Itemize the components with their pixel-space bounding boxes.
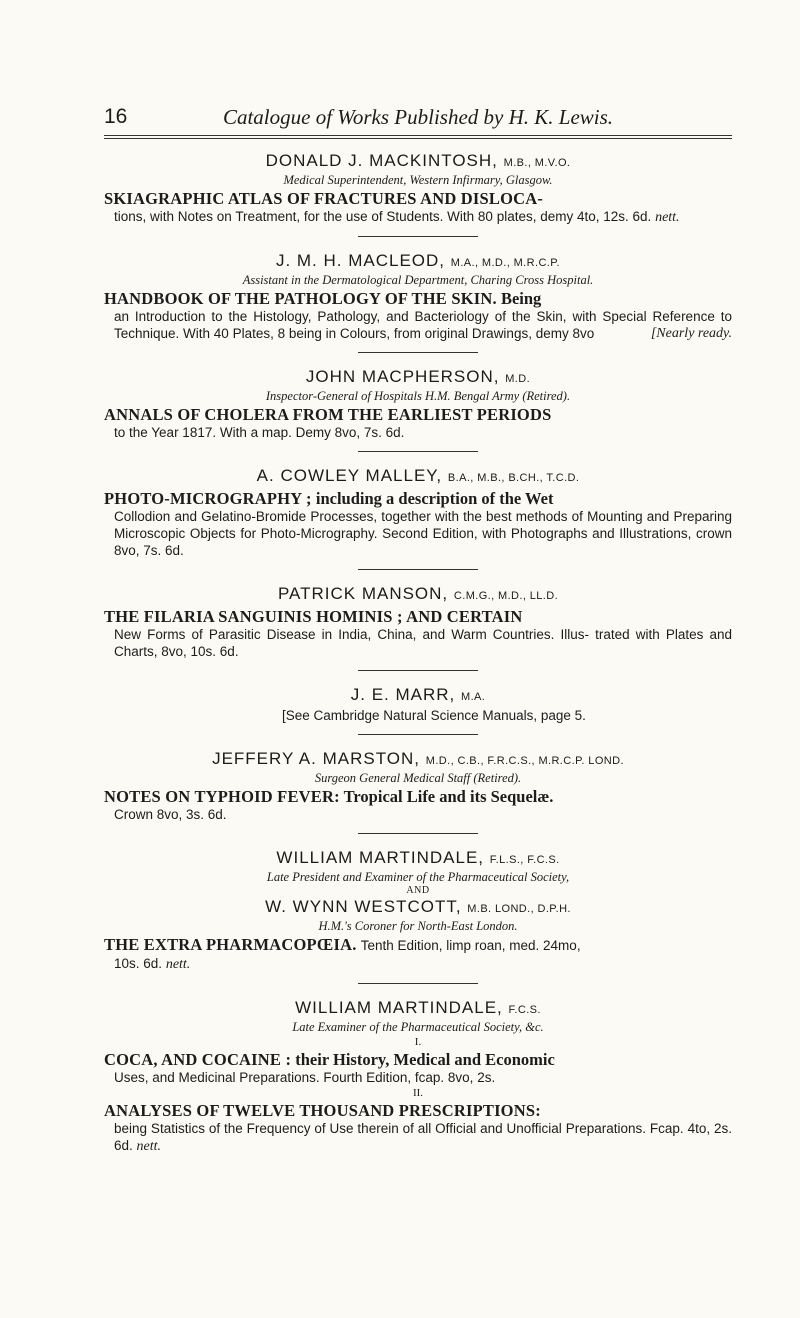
catalogue-entry <box>104 848 732 984</box>
author-line <box>104 367 732 389</box>
entry-separator <box>358 734 478 735</box>
running-title: Catalogue of Works Published by H. K. Lewis. <box>222 105 614 129</box>
book-description: New Forms of Parasitic Disease in India, China, and Warm Countries. Illus- trated with Plates and Charts, 8vo, 10s. 6d. <box>114 627 732 659</box>
book-description: Collodion and Gelatino-Bromide Processes, together with the best methods of Mounting and Preparing Microscopic Objects for Photo-Micrography. Second Edition, with Photographs and Illustrations, crown 8vo, 7s. 6d. <box>114 509 732 558</box>
author-affiliation: Inspector-General of Hospitals H.M. Bengal Army (Retired). <box>265 389 571 403</box>
author-degrees: F.C.S. <box>508 1004 541 1016</box>
author-affiliation: Surgeon General Medical Staff (Retired). <box>314 771 522 785</box>
catalogue-entry <box>104 584 732 671</box>
author-name: WILLIAM MARTINDALE, <box>295 998 503 1017</box>
book-title: SKIAGRAPHIC ATLAS OF FRACTURES AND DISLOCA- <box>104 189 544 208</box>
author-affiliation: Assistant in the Dermatological Department, Charing Cross Hospital. <box>242 273 594 287</box>
author-line <box>104 584 732 606</box>
author-affiliation: Late Examiner of the Pharmaceutical Society, &c. <box>292 1020 544 1034</box>
author-affiliation: Late President and Examiner of the Pharmaceutical Society, <box>266 870 570 884</box>
book-title: ANNALS OF CHOLERA FROM THE EARLIEST PERIODS <box>104 405 552 424</box>
author-line <box>104 848 732 870</box>
price-note: nett. <box>165 957 191 972</box>
author-degrees: M.A. <box>461 691 486 703</box>
entry-separator <box>358 833 478 834</box>
book-title: THE EXTRA PHARMACOPŒIA. Tenth Edition, limp roan, med. 24mo, <box>104 935 581 954</box>
author-name: A. COWLEY MALLEY, <box>256 466 443 485</box>
cross-reference: [See Cambridge Natural Science Manuals, page 5. <box>282 708 586 723</box>
price-note: nett. <box>136 1139 162 1154</box>
and-connector: AND <box>406 885 430 896</box>
author-degrees: F.L.S., F.C.S. <box>489 854 560 866</box>
book-title: THE FILARIA SANGUINIS HOMINIS ; AND CERTAIN <box>104 607 523 626</box>
book-title: PHOTO-MICROGRAPHY ; including a description of the Wet <box>104 489 554 508</box>
page-number: 16 <box>104 105 128 128</box>
publication-status: [Nearly ready. <box>650 326 732 341</box>
author-degrees: M.A., M.D., M.R.C.P. <box>450 257 561 269</box>
page-header <box>104 105 732 135</box>
entry-separator <box>358 569 478 570</box>
book-description: 10s. 6d. nett. <box>114 956 191 972</box>
author-degrees: B.A., M.B., B.CH., T.C.D. <box>447 472 580 484</box>
book-description: Uses, and Medicinal Preparations. Fourth Edition, fcap. 8vo, 2s. <box>114 1070 496 1085</box>
author-name: PATRICK MANSON, <box>277 584 449 603</box>
author-degrees: C.M.G., M.D., LL.D. <box>453 590 559 602</box>
co-author-degrees: M.B. LOND., D.P.H. <box>467 903 571 915</box>
book-description: Crown 8vo, 3s. 6d. <box>114 807 227 822</box>
catalogue-entry <box>104 685 732 735</box>
author-name: JOHN MACPHERSON, <box>305 367 500 386</box>
entry-separator <box>358 451 478 452</box>
author-line <box>104 685 732 707</box>
entry-separator <box>358 983 478 984</box>
book-title-2: ANALYSES OF TWELVE THOUSAND PRESCRIPTIONS: <box>104 1101 541 1120</box>
volume-numeral: II. <box>412 1087 424 1099</box>
co-author-name: W. WYNN WESTCOTT, <box>265 897 462 916</box>
book-title: COCA, AND COCAINE : their History, Medical and Economic <box>104 1050 555 1069</box>
entry-separator <box>358 670 478 671</box>
author-name: WILLIAM MARTINDALE, <box>276 848 485 867</box>
author-name: J. M. H. MACLEOD, <box>275 251 446 270</box>
entry-separator <box>358 236 478 237</box>
book-description: tions, with Notes on Treatment, for the use of Students. With 80 plates, demy 4to, 12s. 6d. nett. <box>114 209 680 225</box>
book-description-2: being Statistics of the Frequency of Use therein of all Official and Unofficial Preparations. Fcap. 4to, 2s. 6d. nett. <box>114 1121 732 1154</box>
catalogue-entry <box>104 367 732 452</box>
author-name: DONALD J. MACKINTOSH, <box>265 151 498 170</box>
entry-separator <box>358 352 478 353</box>
header-rule <box>104 135 732 136</box>
book-title: NOTES ON TYPHOID FEVER: Tropical Life and its Sequelæ. <box>104 787 554 806</box>
author-line <box>104 151 732 173</box>
author-line <box>104 998 732 1020</box>
catalogue-entry <box>104 998 732 1155</box>
author-degrees: M.D., C.B., F.R.C.S., M.R.C.P. LOND. <box>425 755 624 767</box>
book-description: an Introduction to the Histology, Pathology, and Bacteriology of the Skin, with Special Reference to Technique. With 40 Plates, 8 being in Colours, from original Drawings, demy 8vo [Nearly ready. <box>114 309 732 341</box>
author-degrees: M.D. <box>505 373 531 385</box>
header-rule-double <box>104 138 732 139</box>
author-line <box>104 466 732 488</box>
author-degrees: M.B., M.V.O. <box>503 157 571 169</box>
book-title: HANDBOOK OF THE PATHOLOGY OF THE SKIN. Being <box>104 289 542 308</box>
volume-numeral: I. <box>414 1036 422 1048</box>
author-line <box>104 749 732 771</box>
author-name: JEFFERY A. MARSTON, <box>212 749 421 768</box>
book-description: to the Year 1817. With a map. Demy 8vo, 7s. 6d. <box>114 425 405 440</box>
catalogue-page <box>104 105 732 1155</box>
catalogue-entry <box>104 466 732 570</box>
co-author-line <box>104 897 732 919</box>
author-line <box>104 251 732 273</box>
co-author-affiliation: H.M.'s Coroner for North-East London. <box>318 919 518 933</box>
price-note: nett. <box>655 210 680 225</box>
author-name: J. E. MARR, <box>350 685 456 704</box>
catalogue-entry <box>104 151 732 237</box>
catalogue-entry <box>104 251 732 353</box>
author-affiliation: Medical Superintendent, Western Infirmary, Glasgow. <box>283 173 553 187</box>
catalogue-entry <box>104 749 732 834</box>
